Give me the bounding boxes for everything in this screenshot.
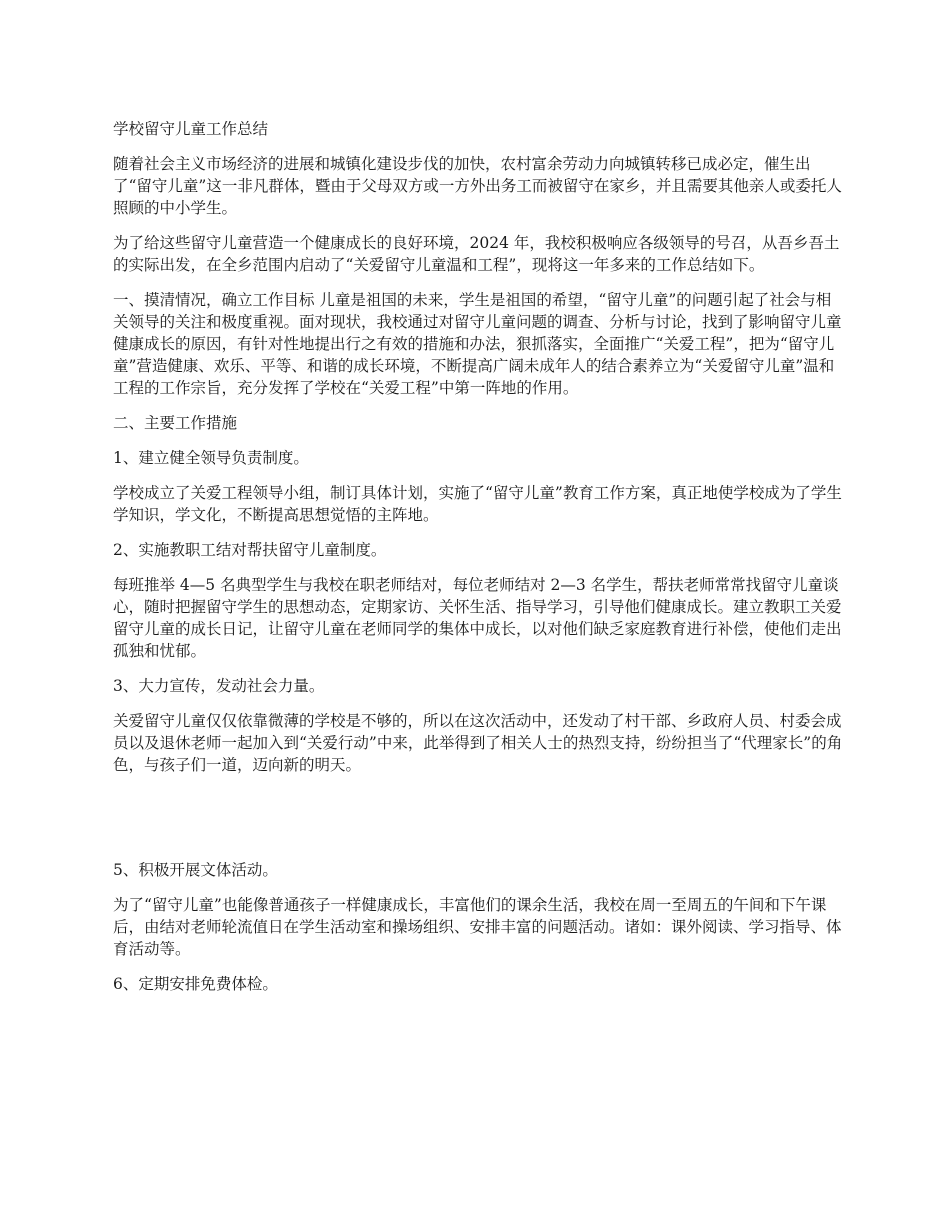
measure-heading-2: 2、实施教职工结对帮扶留守儿童制度。 xyxy=(113,541,387,559)
measure-paragraph-3: 关爱留守儿童仅仅依靠微薄的学校是不够的，所以在这次活动中，还发动了村干部、乡政府人员、村委会成员以及退休老师一起加入到“关爱行动”中来，此举得到了相关人士的热烈支持，纷纷担当了“代理家长”的角色，与孩子们一道，迈向新的明天。 xyxy=(113,712,843,774)
document-body xyxy=(113,118,843,1008)
measure-heading-5: 5、积极开展文体活动。 xyxy=(113,861,278,879)
measure-heading-6: 6、定期安排免费体检。 xyxy=(113,975,278,993)
paragraph-background: 为了给这些留守儿童营造一个健康成长的良好环境，2024 年，我校积极响应各级领导的号召，从吾乡吾土的实际出发，在全乡范围内启动了“关爱留守儿童温和工程”，现将这一年多来的工作总结如下。 xyxy=(113,234,840,274)
measure-heading-3: 3、大力宣传，发动社会力量。 xyxy=(113,677,325,695)
measure-paragraph-5: 为了“留守儿童”也能像普通孩子一样健康成长，丰富他们的课余生活，我校在周一至周五的午间和下午课后，由结对老师轮流值日在学生活动室和操场组织、安排丰富的问题活动。诸如：课外阅读、学习指导、体育活动等。 xyxy=(113,896,842,958)
section-heading-measures: 二、主要工作措施 xyxy=(113,414,238,432)
paragraph-intro: 随着社会主义市场经济的进展和城镇化建设步伐的加快，农村富余劳动力向城镇转移已成必定，催生出了“留守儿童”这一非凡群体，暨由于父母双方或一方外出务工而被留守在家乡，并且需要其他亲人或委托人照顾的中小学生。 xyxy=(113,155,842,217)
measure-paragraph-1: 学校成立了关爱工程领导小组，制订具体计划，实施了“留守儿童”教育工作方案，真正地使学校成为了学生学知识，学文化，不断提高思想觉悟的主阵地。 xyxy=(113,484,842,524)
document-title: 学校留守儿童工作总结 xyxy=(113,120,269,138)
blank-gap xyxy=(113,789,843,859)
measure-paragraph-2: 每班推举 4—5 名典型学生与我校在职老师结对，每位老师结对 2—3 名学生，帮扶老师常常找留守儿童谈心，随时把握留守学生的思想动态，定期家访、关怀生活、指导学习，引导他们健康成长。建立教职工关爱留守儿童的成长日记，让留守儿童在老师同学的集体中成长，以对他们缺乏家庭教育进行补偿，使他们走出孤独和忧郁。 xyxy=(113,576,842,660)
measure-heading-1: 1、建立健全领导负责制度。 xyxy=(113,449,309,467)
paragraph-section-one: 一、摸清情况，确立工作目标 儿童是祖国的未来，学生是祖国的希望，“留守儿童”的问题引起了社会与相关领导的关注和极度重视。面对现状，我校通过对留守儿童问题的调查、分析与讨论，找到了影响留守儿童健康成长的原因，有针对性地提出行之有效的措施和办法，狠抓落实，全面推广“关爱工程”，把为“留守儿童”营造健康、欢乐、平等、和谐的成长环境，不断提高广阔未成年人的结合素养立为“关爱留守儿童”温和工程的工作宗旨，充分发挥了学校在“关爱工程”中第一阵地的作用。 xyxy=(113,291,842,397)
